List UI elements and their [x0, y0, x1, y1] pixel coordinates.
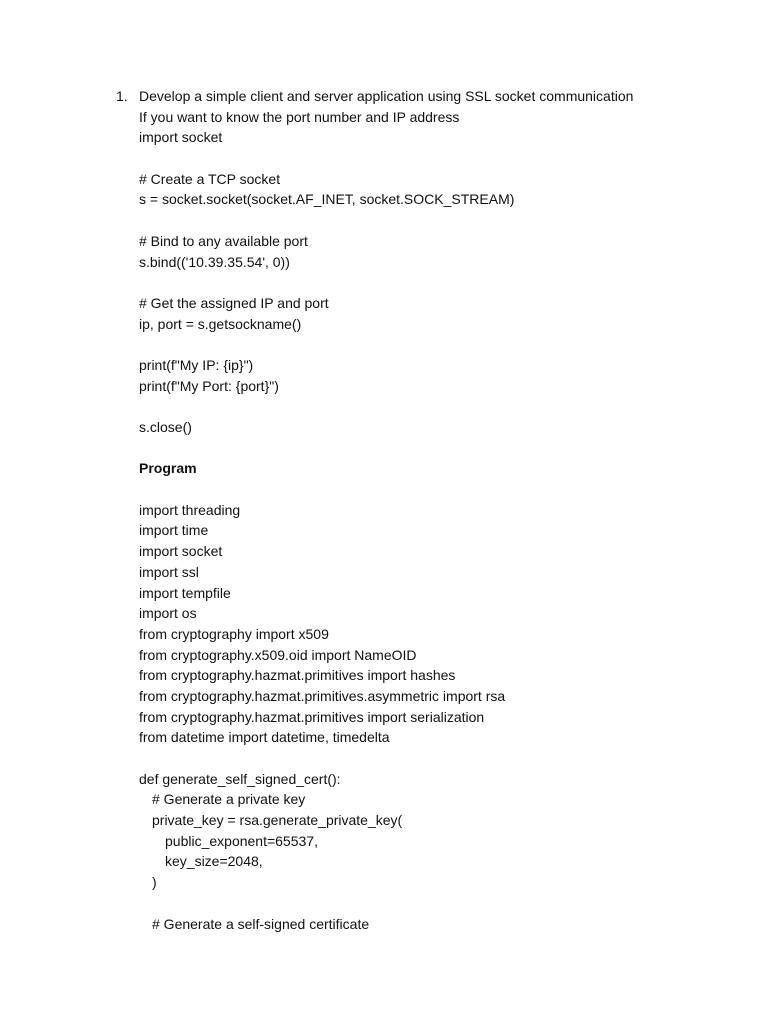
- text-line: # Generate a private key: [152, 791, 306, 808]
- blank-line: [139, 479, 739, 500]
- blank-line: [139, 272, 739, 293]
- text-line: import tempfile: [139, 584, 231, 601]
- blank-line: [139, 396, 739, 417]
- text-line: import threading: [139, 501, 241, 518]
- list-item-title: Develop a simple client and server application using SSL socket communication: [139, 88, 634, 104]
- text-line: print(f"My IP: {ip}"): [139, 356, 254, 373]
- text-line: ip, port = s.getsockname(): [139, 315, 302, 332]
- list-item-number: 1.: [116, 88, 128, 104]
- text-line: from cryptography import x509: [139, 625, 329, 642]
- blank-line: [139, 334, 739, 355]
- text-line: # Create a TCP socket: [139, 170, 281, 187]
- text-line: public_exponent=65537,: [165, 832, 318, 849]
- text-line: from cryptography.hazmat.primitives import serialization: [139, 708, 485, 725]
- text-line: If you want to know the port number and IP address: [139, 108, 460, 125]
- text-line: print(f"My Port: {port}"): [139, 377, 279, 394]
- text-line: s.bind(('10.39.35.54', 0)): [139, 253, 290, 270]
- text-line: # Generate a self-signed certificate: [152, 915, 370, 932]
- text-line: import ssl: [139, 563, 199, 580]
- text-line: s.close(): [139, 419, 192, 435]
- text-line: # Bind to any available port: [139, 232, 308, 249]
- blank-line: [139, 210, 739, 231]
- text-line: from cryptography.x509.oid import NameOID: [139, 646, 417, 663]
- text-line: s = socket.socket(socket.AF_INET, socket.SOCK_STREAM): [139, 191, 515, 208]
- text-line: def generate_self_signed_cert():: [139, 770, 341, 787]
- blank-line: [139, 148, 739, 169]
- blank-line: [139, 893, 739, 914]
- text-line: # Get the assigned IP and port: [139, 294, 329, 311]
- text-line: from cryptography.hazmat.primitives import hashes: [139, 667, 456, 684]
- blank-line: [139, 748, 739, 769]
- list-item-content: [139, 86, 739, 934]
- text-line: import time: [139, 522, 209, 539]
- section-heading: Program: [139, 460, 197, 477]
- text-line: from cryptography.hazmat.primitives.asymmetric import rsa: [139, 687, 506, 704]
- text-line: import socket: [139, 543, 223, 560]
- text-line: import socket: [139, 129, 223, 146]
- blank-line: [139, 438, 739, 459]
- text-line: key_size=2048,: [165, 853, 263, 870]
- text-line: from datetime import datetime, timedelta: [139, 729, 390, 746]
- text-line: import os: [139, 605, 197, 622]
- text-line: ): [152, 874, 157, 891]
- text-line: private_key = rsa.generate_private_key(: [152, 812, 403, 829]
